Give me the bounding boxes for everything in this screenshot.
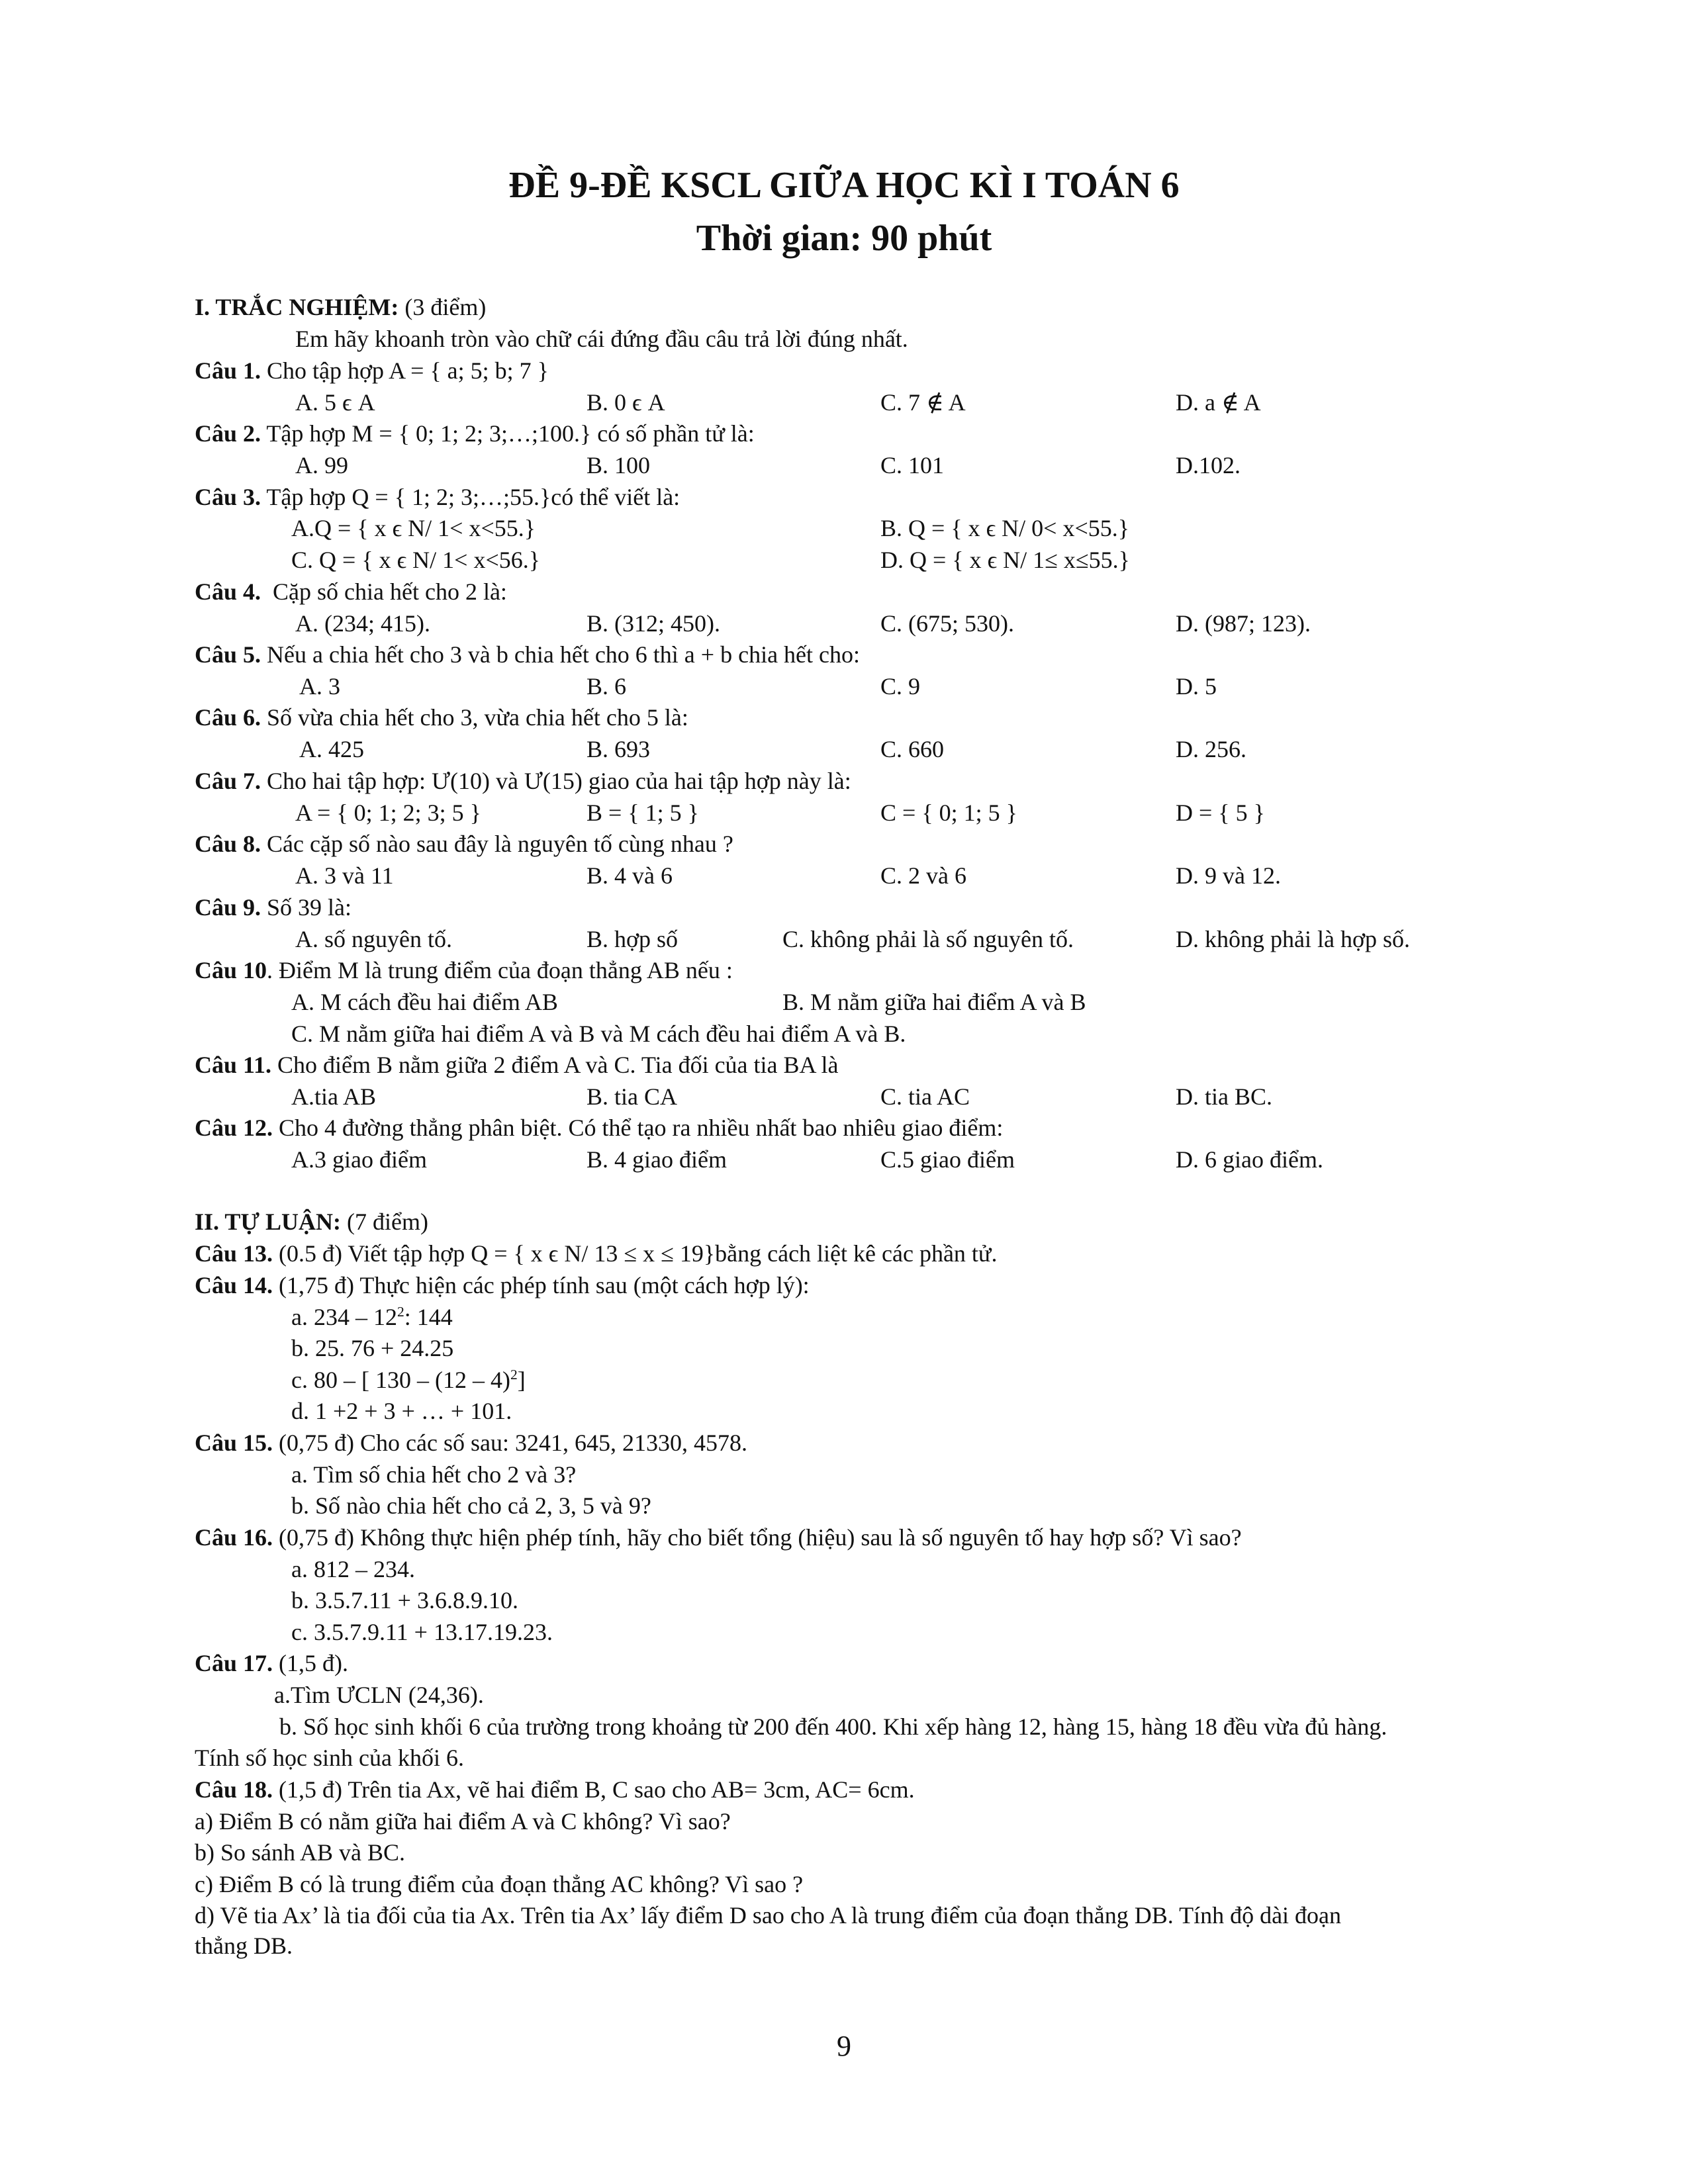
q10-option-c: C. M nằm giữa hai điểm A và B và M cách đều hai điểm A và B. bbox=[291, 1021, 906, 1047]
question-9-label: Câu 9. bbox=[195, 894, 261, 921]
question-9-text: Số 39 là: bbox=[267, 894, 352, 921]
q18-item-d: d) Vẽ tia Ax’ là tia đối của tia Ax. Trên tia Ax’ lấy điểm D sao cho A là trung điểm của đoạn thẳng DB. Tính độ dài đoạn bbox=[195, 1902, 1342, 1929]
q14-item-a bbox=[291, 1305, 453, 1329]
question-8 bbox=[195, 832, 733, 856]
question-2-text: Tập hợp M = { 0; 1; 2; 3;…;100.} có số phần tử là: bbox=[266, 420, 755, 447]
q11-option-d: D. tia BC. bbox=[1176, 1083, 1273, 1110]
question-1 bbox=[195, 359, 549, 383]
q18-item-a: a) Điểm B có nằm giữa hai điểm A và C không? Vì sao? bbox=[195, 1808, 731, 1835]
q11-option-a: A.tia AB bbox=[291, 1083, 377, 1110]
q5-option-b: B. 6 bbox=[586, 673, 627, 700]
question-15-text: (0,75 đ) Cho các số sau: 3241, 645, 21330, 4578. bbox=[279, 1430, 747, 1456]
question-17-label: Câu 17. bbox=[195, 1650, 273, 1676]
q7-option-c: C = { 0; 1; 5 } bbox=[880, 799, 1017, 826]
q2-option-d: D.102. bbox=[1176, 452, 1241, 478]
q6-option-b: B. 693 bbox=[586, 736, 651, 762]
q16-item-b: b. 3.5.7.11 + 3.6.8.9.10. bbox=[291, 1587, 518, 1614]
question-1-label: Câu 1. bbox=[195, 357, 261, 384]
question-5-label: Câu 5. bbox=[195, 641, 261, 668]
question-4-text: Cặp số chia hết cho 2 là: bbox=[273, 578, 507, 605]
q1-option-b: B. 0 ϵ A bbox=[586, 389, 665, 416]
question-18-text: (1,5 đ) Trên tia Ax, vẽ hai điểm B, C sao cho AB= 3cm, AC= 6cm. bbox=[279, 1776, 915, 1803]
question-3 bbox=[195, 485, 680, 509]
question-14-label: Câu 14. bbox=[195, 1272, 273, 1298]
question-14 bbox=[195, 1273, 810, 1297]
q7-option-d: D = { 5 } bbox=[1176, 799, 1265, 826]
page-number: 9 bbox=[837, 2030, 851, 2062]
q3-option-a: A.Q = { x ϵ N/ 1< x<55.} bbox=[291, 515, 536, 541]
question-17-text: (1,5 đ). bbox=[279, 1650, 349, 1676]
question-6 bbox=[195, 705, 688, 729]
q9-option-a: A. số nguyên tố. bbox=[295, 926, 452, 952]
q18-item-d-continued: thẳng DB. bbox=[195, 1933, 293, 1959]
question-13 bbox=[195, 1242, 997, 1265]
q14-a-rest: : 144 bbox=[404, 1304, 453, 1330]
part1-heading bbox=[195, 295, 486, 319]
q8-option-d: D. 9 và 12. bbox=[1176, 862, 1281, 889]
part1-instruction: Em hãy khoanh tròn vào chữ cái đứng đầu câu trả lời đúng nhất. bbox=[295, 326, 908, 352]
q3-option-c: C. Q = { x ϵ N/ 1< x<56.} bbox=[291, 547, 541, 573]
q7-option-b: B = { 1; 5 } bbox=[586, 799, 699, 826]
question-15-label: Câu 15. bbox=[195, 1430, 273, 1456]
part2-points: (7 điểm) bbox=[347, 1208, 428, 1235]
question-5-text: Nếu a chia hết cho 3 và b chia hết cho 6 thì a + b chia hết cho: bbox=[267, 641, 861, 668]
q1-option-a: A. 5 ϵ A bbox=[295, 389, 375, 416]
q17-item-a: a.Tìm ƯCLN (24,36). bbox=[274, 1682, 484, 1708]
q3-option-d: D. Q = { x ϵ N/ 1≤ x≤55.} bbox=[880, 547, 1130, 573]
question-1-text: Cho tập hợp A = { a; 5; b; 7 } bbox=[267, 357, 549, 384]
q4-option-d: D. (987; 123). bbox=[1176, 610, 1311, 637]
q6-option-d: D. 256. bbox=[1176, 736, 1246, 762]
question-7-text: Cho hai tập hợp: Ư(10) và Ư(15) giao của hai tập hợp này là: bbox=[267, 768, 851, 794]
q9-option-d: D. không phải là hợp số. bbox=[1176, 926, 1411, 952]
q12-option-b: B. 4 giao điểm bbox=[586, 1146, 727, 1173]
question-4 bbox=[195, 580, 507, 604]
q15-item-a: a. Tìm số chia hết cho 2 và 3? bbox=[291, 1461, 577, 1488]
q16-item-a: a. 812 – 234. bbox=[291, 1556, 415, 1582]
question-11-text: Cho điểm B nằm giữa 2 điểm A và C. Tia đối của tia BA là bbox=[277, 1052, 839, 1078]
question-17 bbox=[195, 1651, 348, 1675]
question-18 bbox=[195, 1778, 915, 1801]
q14-item-d: d. 1 +2 + 3 + … + 101. bbox=[291, 1398, 512, 1424]
q18-item-c: c) Điểm B có là trung điểm của đoạn thẳng AC không? Vì sao ? bbox=[195, 1871, 804, 1897]
q5-option-c: C. 9 bbox=[880, 673, 921, 700]
q14-c-base: c. 80 – [ 130 – (12 – 4) bbox=[291, 1367, 510, 1393]
q18-item-b: b) So sánh AB và BC. bbox=[195, 1839, 406, 1866]
question-16-text: (0,75 đ) Không thực hiện phép tính, hãy cho biết tổng (hiệu) sau là số nguyên tố hay hợp số? Vì sao? bbox=[279, 1524, 1242, 1551]
q14-c-exponent: 2 bbox=[510, 1367, 518, 1383]
q1-option-d: D. a ∉ A bbox=[1176, 389, 1261, 416]
q6-option-c: C. 660 bbox=[880, 736, 945, 762]
question-13-label: Câu 13. bbox=[195, 1240, 273, 1267]
question-10-label: Câu 10 bbox=[195, 957, 267, 983]
q6-option-a: A. 425 bbox=[299, 736, 364, 762]
page-title: ĐỀ 9-ĐỀ KSCL GIỮA HỌC KÌ I TOÁN 6 bbox=[508, 165, 1180, 206]
question-2 bbox=[195, 422, 755, 445]
question-11 bbox=[195, 1053, 839, 1077]
part2-heading bbox=[195, 1210, 428, 1234]
q4-option-c: C. (675; 530). bbox=[880, 610, 1014, 637]
q9-option-c: C. không phải là số nguyên tố. bbox=[782, 926, 1074, 952]
question-8-text: Các cặp số nào sau đây là nguyên tố cùng nhau ? bbox=[267, 831, 733, 857]
q9-option-b: B. hợp số bbox=[586, 926, 679, 952]
part2-title: II. TỰ LUẬN: bbox=[195, 1208, 342, 1235]
q8-option-c: C. 2 và 6 bbox=[880, 862, 966, 889]
question-12-label: Câu 12. bbox=[195, 1115, 273, 1141]
question-2-label: Câu 2. bbox=[195, 420, 261, 447]
question-16-label: Câu 16. bbox=[195, 1524, 273, 1551]
question-15 bbox=[195, 1431, 747, 1455]
q5-option-d: D. 5 bbox=[1176, 673, 1217, 700]
q8-option-a: A. 3 và 11 bbox=[295, 862, 394, 889]
question-6-label: Câu 6. bbox=[195, 704, 261, 731]
q5-option-a: A. 3 bbox=[299, 673, 340, 700]
question-7 bbox=[195, 769, 851, 793]
question-10 bbox=[195, 958, 733, 982]
q11-option-c: C. tia AC bbox=[880, 1083, 970, 1110]
question-10-text: . Điểm M là trung điểm của đoạn thẳng AB nếu : bbox=[267, 957, 733, 983]
q17-item-b: b. Số học sinh khối 6 của trường trong khoảng từ 200 đến 400. Khi xếp hàng 12, hàng 15, hàng 18 đều vừa đủ hàng. bbox=[279, 1713, 1387, 1740]
q7-option-a: A = { 0; 1; 2; 3; 5 } bbox=[295, 799, 481, 826]
question-13-text: (0.5 đ) Viết tập hợp Q = { x ϵ N/ 13 ≤ x ≤ 19}bằng cách liệt kê các phần tử. bbox=[279, 1240, 998, 1267]
question-11-label: Câu 11. bbox=[195, 1052, 272, 1078]
question-9 bbox=[195, 895, 352, 919]
question-14-text: (1,75 đ) Thực hiện các phép tính sau (một cách hợp lý): bbox=[279, 1272, 810, 1298]
q12-option-c: C.5 giao điểm bbox=[880, 1146, 1015, 1173]
question-16 bbox=[195, 1525, 1242, 1549]
q17-item-b-continued: Tính số học sinh của khối 6. bbox=[195, 1745, 464, 1771]
question-3-label: Câu 3. bbox=[195, 484, 261, 510]
part1-title: I. TRẮC NGHIỆM: bbox=[195, 294, 399, 320]
question-4-label: Câu 4. bbox=[195, 578, 261, 605]
part1-points: (3 điểm) bbox=[404, 294, 487, 320]
q10-option-b: B. M nằm giữa hai điểm A và B bbox=[782, 989, 1086, 1015]
q8-option-b: B. 4 và 6 bbox=[586, 862, 673, 889]
q2-option-c: C. 101 bbox=[880, 452, 945, 478]
q15-item-b: b. Số nào chia hết cho cả 2, 3, 5 và 9? bbox=[291, 1492, 651, 1519]
q11-option-b: B. tia CA bbox=[586, 1083, 678, 1110]
question-6-text: Số vừa chia hết cho 3, vừa chia hết cho 5 là: bbox=[267, 704, 688, 731]
q12-option-a: A.3 giao điểm bbox=[291, 1146, 427, 1173]
q2-option-a: A. 99 bbox=[295, 452, 348, 478]
question-8-label: Câu 8. bbox=[195, 831, 261, 857]
q14-item-c bbox=[291, 1368, 526, 1392]
page-subtitle: Thời gian: 90 phút bbox=[696, 218, 992, 259]
q10-option-a: A. M cách đều hai điểm AB bbox=[291, 989, 558, 1015]
q2-option-b: B. 100 bbox=[586, 452, 651, 478]
q14-c-rest: ] bbox=[517, 1367, 526, 1393]
question-12-text: Cho 4 đường thẳng phân biệt. Có thể tạo ra nhiều nhất bao nhiêu giao điểm: bbox=[279, 1115, 1004, 1141]
question-5 bbox=[195, 643, 860, 666]
q4-option-a: A. (234; 415). bbox=[295, 610, 430, 637]
question-3-text: Tập hợp Q = { 1; 2; 3;…;55.}có thể viết là: bbox=[266, 484, 680, 510]
q1-option-c: C. 7 ∉ A bbox=[880, 389, 966, 416]
q14-item-b: b. 25. 76 + 24.25 bbox=[291, 1335, 454, 1361]
question-12 bbox=[195, 1116, 1003, 1140]
q12-option-d: D. 6 giao điểm. bbox=[1176, 1146, 1323, 1173]
question-7-label: Câu 7. bbox=[195, 768, 261, 794]
q14-a-exponent: 2 bbox=[397, 1304, 404, 1320]
question-18-label: Câu 18. bbox=[195, 1776, 273, 1803]
q16-item-c: c. 3.5.7.9.11 + 13.17.19.23. bbox=[291, 1619, 553, 1645]
q14-a-base: a. 234 – 12 bbox=[291, 1304, 397, 1330]
q4-option-b: B. (312; 450). bbox=[586, 610, 720, 637]
q3-option-b: B. Q = { x ϵ N/ 0< x<55.} bbox=[880, 515, 1130, 541]
